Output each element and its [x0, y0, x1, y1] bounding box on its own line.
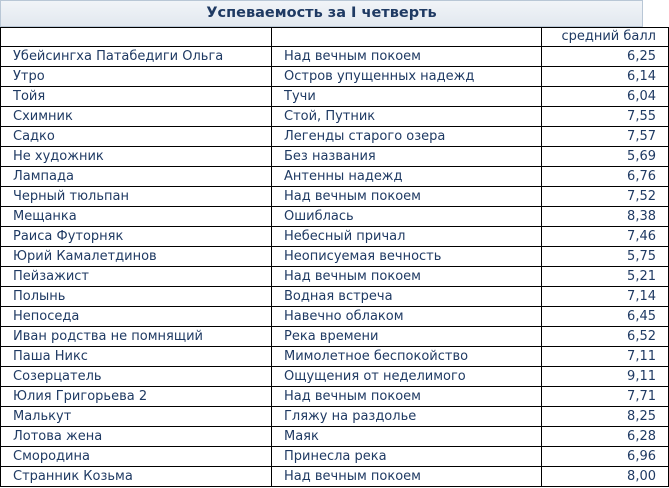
table-row [1, 467, 669, 487]
table-header-row [1, 28, 669, 47]
table-row [1, 147, 669, 167]
author-name-cell: Непоседа [1, 307, 272, 327]
author-name-cell: Раиса Футорняк [1, 227, 272, 247]
header-cell-name [1, 28, 272, 47]
work-title-cell: Навечно облаком [272, 307, 542, 327]
author-name-cell: Садко [1, 127, 272, 147]
table-row [1, 387, 669, 407]
table-row [1, 127, 669, 147]
author-name-cell: Полынь [1, 287, 272, 307]
table-row [1, 207, 669, 227]
average-score-cell: 5,21 [542, 267, 669, 287]
table-row [1, 247, 669, 267]
table-row [1, 187, 669, 207]
author-name-cell: Лотова жена [1, 427, 272, 447]
work-title-cell: Легенды старого озера [272, 127, 542, 147]
work-title-cell: Ошиблась [272, 207, 542, 227]
table-row [1, 327, 669, 347]
average-score-cell: 8,00 [542, 467, 669, 487]
average-score-cell: 6,96 [542, 447, 669, 467]
average-score-cell: 9,11 [542, 367, 669, 387]
table-row [1, 367, 669, 387]
work-title-cell: Над вечным покоем [272, 47, 542, 67]
author-name-cell: Созерцатель [1, 367, 272, 387]
author-name-cell: Смородина [1, 447, 272, 467]
work-title-cell: Тучи [272, 87, 542, 107]
average-score-cell: 5,69 [542, 147, 669, 167]
header-cell-score: средний балл [542, 28, 669, 47]
work-title-cell: Антенны надежд [272, 167, 542, 187]
average-score-cell: 7,55 [542, 107, 669, 127]
author-name-cell: Юлия Григорьева 2 [1, 387, 272, 407]
work-title-cell: Гляжу на раздолье [272, 407, 542, 427]
work-title-cell: Река времени [272, 327, 542, 347]
average-score-cell: 6,14 [542, 67, 669, 87]
table-row [1, 167, 669, 187]
table-row [1, 347, 669, 367]
work-title-cell: Небесный причал [272, 227, 542, 247]
page-title: Успеваемость за I четверть [0, 0, 643, 27]
table-row [1, 447, 669, 467]
average-score-cell: 7,52 [542, 187, 669, 207]
work-title-cell: Над вечным покоем [272, 267, 542, 287]
average-score-cell: 8,38 [542, 207, 669, 227]
author-name-cell: Не художник [1, 147, 272, 167]
author-name-cell: Черный тюльпан [1, 187, 272, 207]
work-title-cell: Маяк [272, 427, 542, 447]
table-row [1, 307, 669, 327]
author-name-cell: Схимник [1, 107, 272, 127]
author-name-cell: Иван родства не помнящий [1, 327, 272, 347]
table-row [1, 427, 669, 447]
results-table [0, 27, 669, 487]
average-score-cell: 6,28 [542, 427, 669, 447]
table-row [1, 87, 669, 107]
author-name-cell: Странник Козьма [1, 467, 272, 487]
average-score-cell: 7,11 [542, 347, 669, 367]
work-title-cell: Неописуемая вечность [272, 247, 542, 267]
header-cell-work [272, 28, 542, 47]
author-name-cell: Тойя [1, 87, 272, 107]
table-row [1, 107, 669, 127]
work-title-cell: Принесла река [272, 447, 542, 467]
average-score-cell: 7,46 [542, 227, 669, 247]
average-score-cell: 6,45 [542, 307, 669, 327]
work-title-cell: Над вечным покоем [272, 387, 542, 407]
author-name-cell: Убейсингха Патабедиги Ольга [1, 47, 272, 67]
author-name-cell: Мещанка [1, 207, 272, 227]
work-title-cell: Стой, Путник [272, 107, 542, 127]
work-title-cell: Ощущения от неделимого [272, 367, 542, 387]
author-name-cell: Лампада [1, 167, 272, 187]
work-title-cell: Мимолетное беспокойство [272, 347, 542, 367]
work-title-cell: Над вечным покоем [272, 187, 542, 207]
author-name-cell: Пейзажист [1, 267, 272, 287]
table-row [1, 227, 669, 247]
average-score-cell: 5,75 [542, 247, 669, 267]
average-score-cell: 7,14 [542, 287, 669, 307]
work-title-cell: Остров упущенных надежд [272, 67, 542, 87]
average-score-cell: 6,04 [542, 87, 669, 107]
average-score-cell: 8,25 [542, 407, 669, 427]
work-title-cell: Без названия [272, 147, 542, 167]
author-name-cell: Утро [1, 67, 272, 87]
author-name-cell: Паша Никс [1, 347, 272, 367]
table-row [1, 287, 669, 307]
average-score-cell: 6,76 [542, 167, 669, 187]
work-title-cell: Над вечным покоем [272, 467, 542, 487]
table-row [1, 407, 669, 427]
table-row [1, 267, 669, 287]
table-row [1, 47, 669, 67]
average-score-cell: 7,71 [542, 387, 669, 407]
results-table-body [1, 28, 669, 487]
average-score-cell: 6,52 [542, 327, 669, 347]
work-title-cell: Водная встреча [272, 287, 542, 307]
average-score-cell: 7,57 [542, 127, 669, 147]
author-name-cell: Юрий Камалетдинов [1, 247, 272, 267]
average-score-cell: 6,25 [542, 47, 669, 67]
author-name-cell: Малькут [1, 407, 272, 427]
table-row [1, 67, 669, 87]
